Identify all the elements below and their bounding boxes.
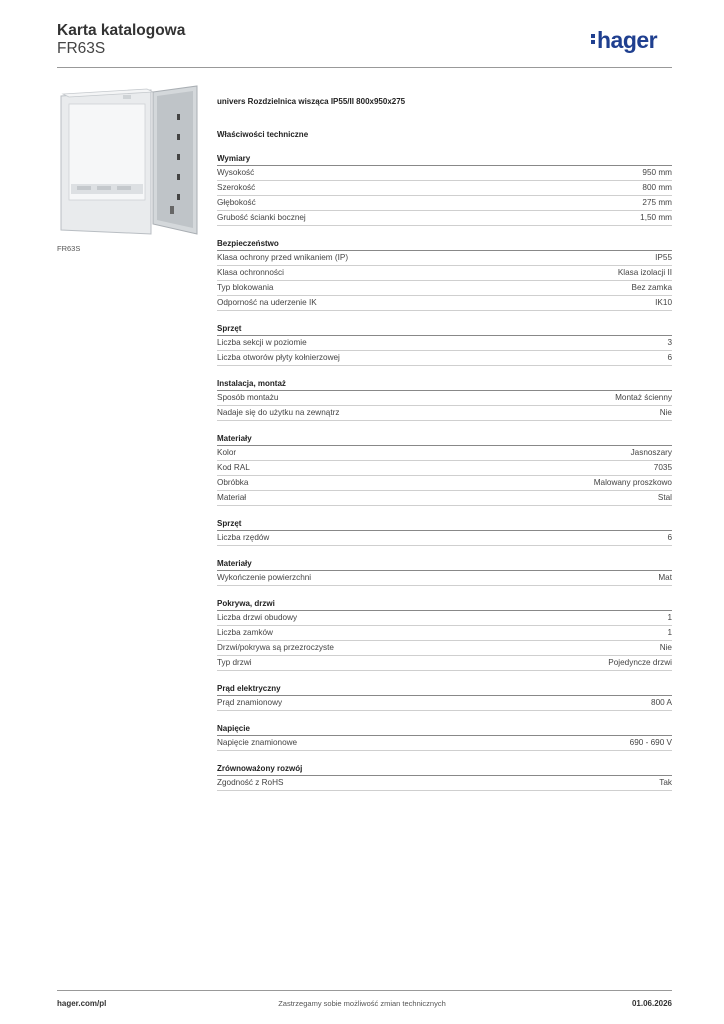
- spec-value: 1,50 mm: [640, 213, 672, 222]
- spec-value: Jasnoszary: [630, 448, 672, 457]
- spec-row: [217, 476, 672, 491]
- spec-label: Klasa ochrony przed wnikaniem (IP): [217, 253, 349, 262]
- spec-value: Klasa izolacji II: [617, 268, 672, 277]
- spec-value: 800 mm: [642, 183, 672, 192]
- spec-group-title: Prąd elektryczny: [217, 683, 672, 696]
- spec-group-title: Sprzęt: [217, 323, 672, 336]
- spec-row: [217, 571, 672, 586]
- product-code: FR63S: [57, 40, 106, 57]
- spec-label: Liczba rzędów: [217, 533, 270, 542]
- spec-group-title: Instalacja, montaż: [217, 378, 672, 391]
- spec-label: Szerokość: [217, 183, 256, 192]
- footer-date: 01.06.2026: [631, 999, 672, 1008]
- image-caption: FR63S: [57, 244, 81, 253]
- spec-label: Typ drzwi: [217, 658, 252, 667]
- spec-groups: [217, 153, 672, 791]
- spec-row: [217, 656, 672, 671]
- spec-row: [217, 166, 672, 181]
- spec-group: [217, 238, 672, 311]
- header-divider: [57, 67, 672, 68]
- spec-row: [217, 776, 672, 791]
- spec-value: 950 mm: [642, 168, 672, 177]
- spec-value: 800 A: [651, 698, 672, 707]
- spec-value: 7035: [653, 463, 672, 472]
- spec-value: Malowany proszkowo: [593, 478, 672, 487]
- spec-label: Prąd znamionowy: [217, 698, 283, 707]
- logo-dots-icon: [591, 32, 595, 46]
- spec-value: 1: [667, 628, 672, 637]
- footer-website: hager.com/pl: [57, 999, 107, 1008]
- spec-group-title: Napięcie: [217, 723, 672, 736]
- spec-label: Nadaje się do użytku na zewnątrz: [217, 408, 340, 417]
- spec-row: [217, 211, 672, 226]
- spec-label: Materiał: [217, 493, 247, 502]
- spec-label: Typ blokowania: [217, 283, 274, 292]
- spec-row: [217, 626, 672, 641]
- spec-group-title: Bezpieczeństwo: [217, 238, 672, 251]
- spec-label: Liczba otworów płyty kołnierzowej: [217, 353, 340, 362]
- product-image: [57, 84, 203, 236]
- spec-value: Nie: [659, 408, 672, 417]
- spec-group-title: Materiały: [217, 558, 672, 571]
- footer-disclaimer: Zastrzegamy sobie możliwość zmian technicznych: [278, 999, 446, 1008]
- spec-value: 6: [667, 353, 672, 362]
- spec-label: Wykończenie powierzchni: [217, 573, 312, 582]
- spec-value: 6: [667, 533, 672, 542]
- spec-label: Kolor: [217, 448, 237, 457]
- spec-label: Napięcie znamionowe: [217, 738, 298, 747]
- spec-label: Odporność na uderzenie IK: [217, 298, 317, 307]
- spec-group: [217, 323, 672, 366]
- spec-row: [217, 351, 672, 366]
- section-heading: Właściwości techniczne: [217, 130, 309, 139]
- spec-label: Liczba zamków: [217, 628, 273, 637]
- product-description: univers Rozdzielnica wisząca IP55/II 800x950x275: [217, 97, 406, 106]
- spec-group-title: Materiały: [217, 433, 672, 446]
- logo-text: hager: [597, 27, 658, 53]
- spec-group: [217, 433, 672, 506]
- footer-divider: [57, 990, 672, 991]
- spec-group: [217, 723, 672, 751]
- spec-value: 690 - 690 V: [629, 738, 672, 747]
- spec-value: IK10: [655, 298, 672, 307]
- spec-row: [217, 461, 672, 476]
- spec-group-title: Zrównoważony rozwój: [217, 763, 672, 776]
- spec-group-title: Pokrywa, drzwi: [217, 598, 672, 611]
- spec-row: [217, 181, 672, 196]
- spec-row: [217, 391, 672, 406]
- spec-row: [217, 406, 672, 421]
- spec-value: Nie: [659, 643, 672, 652]
- spec-row: [217, 296, 672, 311]
- spec-label: Klasa ochronności: [217, 268, 284, 277]
- spec-row: [217, 251, 672, 266]
- spec-label: Drzwi/pokrywa są przezroczyste: [217, 643, 334, 652]
- spec-value: Mat: [658, 573, 672, 582]
- spec-row: [217, 266, 672, 281]
- spec-row: [217, 446, 672, 461]
- spec-value: IP55: [655, 253, 672, 262]
- spec-label: Sposób montażu: [217, 393, 279, 402]
- spec-group: [217, 518, 672, 546]
- spec-group: [217, 598, 672, 671]
- spec-value: 275 mm: [642, 198, 672, 207]
- spec-label: Liczba drzwi obudowy: [217, 613, 298, 622]
- spec-row: [217, 491, 672, 506]
- spec-value: Pojedyncze drzwi: [608, 658, 672, 667]
- spec-group: [217, 153, 672, 226]
- spec-group: [217, 683, 672, 711]
- spec-row: [217, 696, 672, 711]
- document-title: Karta katalogowa: [57, 22, 186, 39]
- spec-row: [217, 641, 672, 656]
- spec-row: [217, 196, 672, 211]
- spec-label: Zgodność z RoHS: [217, 778, 284, 787]
- spec-value: Tak: [659, 778, 672, 787]
- spec-label: Kod RAL: [217, 463, 250, 472]
- spec-label: Obróbka: [217, 478, 249, 487]
- spec-row: [217, 531, 672, 546]
- spec-group: [217, 558, 672, 586]
- spec-row: [217, 281, 672, 296]
- spec-value: Stal: [657, 493, 672, 502]
- spec-content: [217, 96, 672, 791]
- spec-group: [217, 378, 672, 421]
- spec-label: Głębokość: [217, 198, 256, 207]
- hager-logo: [591, 27, 657, 54]
- spec-value: 1: [667, 613, 672, 622]
- spec-row: [217, 611, 672, 626]
- spec-value: Montaż ścienny: [615, 393, 672, 402]
- spec-label: Grubość ścianki bocznej: [217, 213, 306, 222]
- spec-group: [217, 763, 672, 791]
- spec-value: Bez zamka: [631, 283, 672, 292]
- spec-group-title: Wymiary: [217, 153, 672, 166]
- spec-value: 3: [667, 338, 672, 347]
- spec-label: Liczba sekcji w poziomie: [217, 338, 307, 347]
- spec-row: [217, 736, 672, 751]
- spec-group-title: Sprzęt: [217, 518, 672, 531]
- spec-row: [217, 336, 672, 351]
- spec-label: Wysokość: [217, 168, 255, 177]
